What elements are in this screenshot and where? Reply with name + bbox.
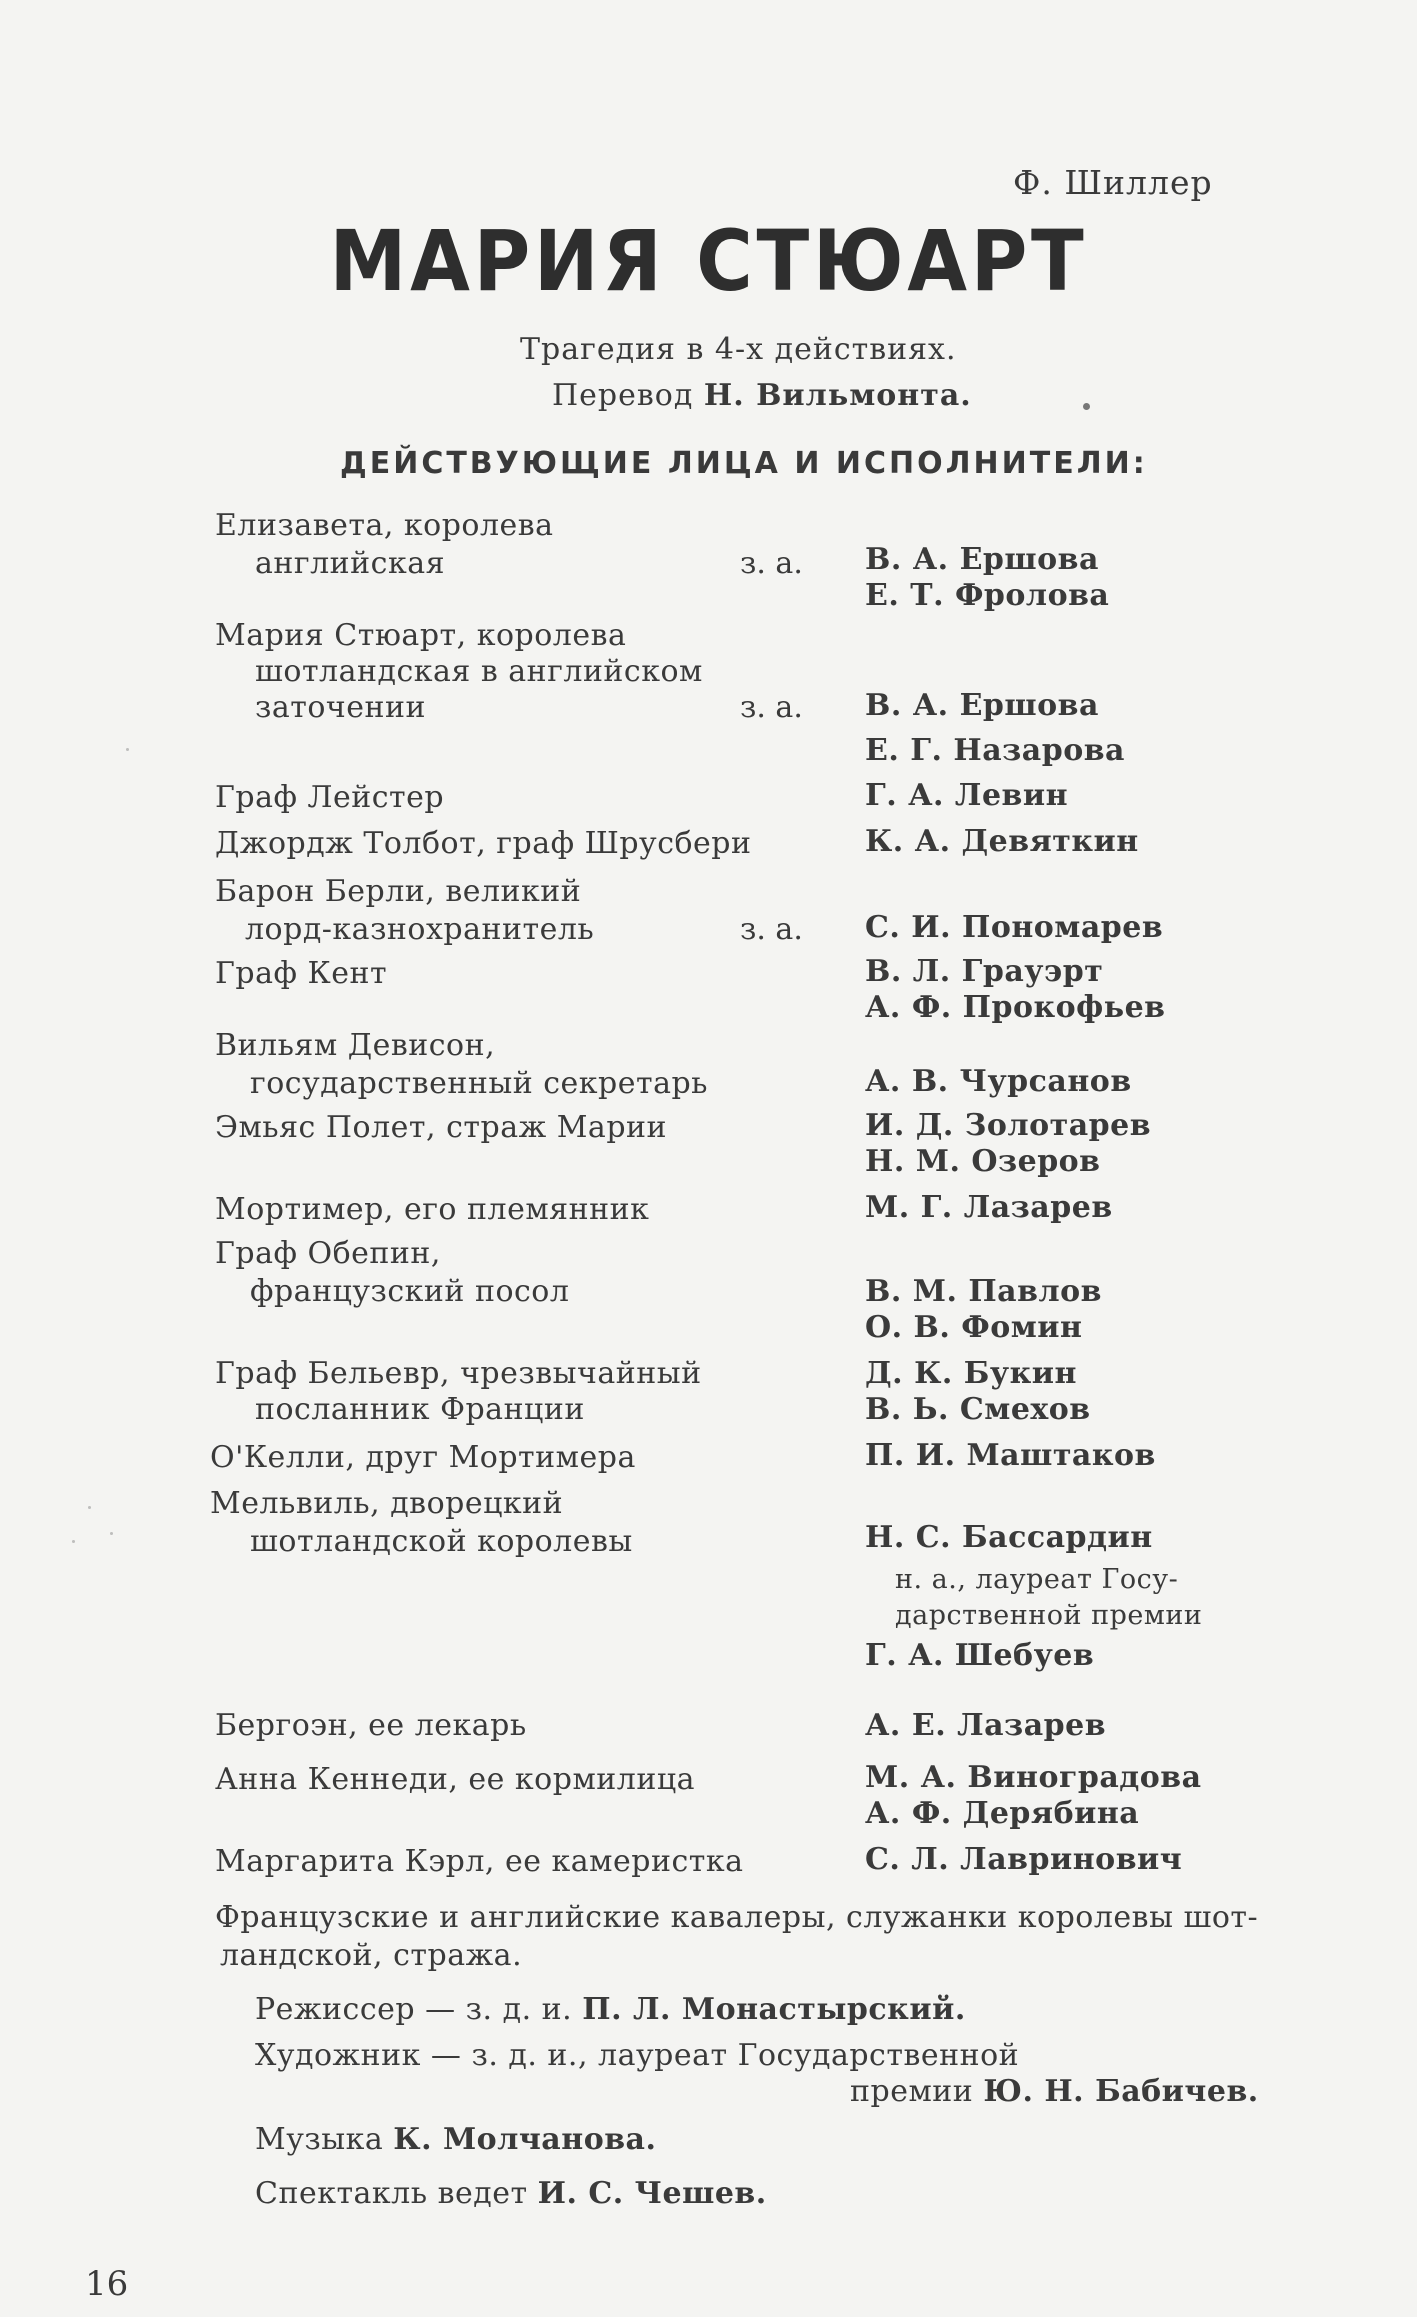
play-subtitle: Трагедия в 4-х действиях. [520,332,957,367]
translator-name: Н. Вильмонта. [703,378,972,413]
note-burleigh: з. а. [740,912,803,947]
role-bellievre-line1: Граф Бельевр, чрезвычайный [215,1356,702,1391]
page-number: 16 [85,2264,129,2304]
role-mary-line3: заточении [255,690,426,725]
actor-talbot: К. А. Девяткин [865,824,1139,859]
stage-manager-credit [255,2176,767,2211]
artist-line2-label: премии [850,2074,974,2109]
artist-name: Ю. Н. Бабичев. [983,2074,1259,2109]
cast-heading: ДЕЙСТВУЮЩИЕ ЛИЦА И ИСПОЛНИТЕЛИ: [340,446,1148,481]
role-talbot: Джордж Толбот, граф Шрусбери [215,826,752,861]
actor-okelly: П. И. Маштаков [865,1438,1156,1473]
role-kennedy: Анна Кеннеди, ее кормилица [215,1762,696,1797]
actor-melvil-note-line2: дарственной премии [895,1600,1203,1631]
actor-elizabeth-1: В. А. Ершова [865,542,1099,577]
role-bellievre-line2: посланник Франции [255,1392,585,1427]
actor-aubespine-2: О. В. Фомин [865,1310,1083,1345]
actor-aubespine-1: В. М. Павлов [865,1274,1102,1309]
actor-mortimer: М. Г. Лазарев [865,1190,1113,1225]
role-leicester: Граф Лейстер [215,780,445,815]
actor-melvil-2: Г. А. Шебуев [865,1638,1095,1673]
music-label: Музыка [255,2122,384,2157]
actor-bellievre-2: В. Ь. Смехов [865,1392,1091,1427]
director-credit [255,1992,966,2027]
role-okelly: О'Келли, друг Мортимера [210,1440,636,1475]
artist-credit-line2 [850,2074,1259,2109]
note-mary: з. а. [740,690,803,725]
note-elizabeth: з. а. [740,546,803,581]
role-burleigh-line1: Барон Берли, великий [215,874,582,909]
play-title: МАРИЯ СТЮАРТ [329,212,1088,310]
print-speck [72,1540,75,1543]
actor-leicester: Г. А. Левин [865,778,1069,813]
music-name: К. Молчанова. [393,2122,657,2157]
actor-melvil-note-line1: н. а., лауреат Госу- [895,1564,1179,1595]
extras-line2: ландской, стража. [220,1938,523,1973]
role-aubespine-line1: Граф Обепин, [215,1236,441,1271]
music-credit [255,2122,656,2157]
actor-melvil-1: Н. С. Бассардин [865,1520,1153,1555]
role-elizabeth-line2: английская [255,546,446,581]
author: Ф. Шиллер [1013,163,1213,202]
stage-name: И. С. Чешев. [537,2176,767,2211]
actor-kurl: С. Л. Лавринович [865,1842,1183,1877]
stage-label: Спектакль ведет [255,2176,528,2211]
print-speck [110,1532,113,1535]
role-kent: Граф Кент [215,956,388,991]
translation-credit [552,378,972,413]
director-label: Режиссер — з. д. и. [255,1992,573,2027]
role-elizabeth-line1: Елизавета, королева [215,508,554,543]
role-mortimer: Мортимер, его племянник [215,1192,650,1227]
actor-kent-1: В. Л. Грауэрт [865,954,1104,989]
role-davison-line1: Вильям Девисон, [215,1028,496,1063]
role-paulet: Эмьяс Полет, страж Марии [215,1110,668,1145]
actor-kennedy-2: А. Ф. Дерябина [865,1796,1140,1831]
actor-burleigh: С. И. Пономарев [865,910,1164,945]
print-speck [88,1506,91,1509]
actor-kennedy-1: М. А. Виноградова [865,1760,1202,1795]
role-kurl: Маргарита Кэрл, ее камеристка [215,1844,744,1879]
actor-mary-2: Е. Г. Назарова [865,733,1125,768]
print-speck [126,748,129,751]
ink-dot [1083,403,1090,410]
role-mary-line1: Мария Стюарт, королева [215,618,627,653]
actor-paulet-2: Н. М. Озеров [865,1144,1101,1179]
director-name: П. Л. Монастырский. [582,1992,966,2027]
actor-bellievre-1: Д. К. Букин [865,1356,1077,1391]
actor-paulet-1: И. Д. Золотарев [865,1108,1152,1143]
extras-line1: Французские и английские кавалеры, служанки королевы шот- [215,1900,1259,1935]
role-davison-line2: государственный секретарь [250,1066,709,1101]
actor-davison: А. В. Чурсанов [865,1064,1132,1099]
actor-kent-2: А. Ф. Прокофьев [865,990,1166,1025]
actor-burgoyne: А. Е. Лазарев [865,1708,1107,1743]
role-melvil-line1: Мельвиль, дворецкий [210,1486,564,1521]
actor-mary-1: В. А. Ершова [865,688,1099,723]
actor-elizabeth-2: Е. Т. Фролова [865,578,1110,613]
artist-credit-line1: Художник — з. д. и., лауреат Государственной [255,2038,1020,2073]
translation-prefix: Перевод [552,378,694,413]
role-melvil-line2: шотландской королевы [250,1524,633,1559]
role-burleigh-line2: лорд-казнохранитель [245,912,595,947]
role-aubespine-line2: французский посол [250,1274,570,1309]
role-burgoyne: Бергоэн, ее лекарь [215,1708,527,1743]
role-mary-line2: шотландская в английском [255,654,703,689]
